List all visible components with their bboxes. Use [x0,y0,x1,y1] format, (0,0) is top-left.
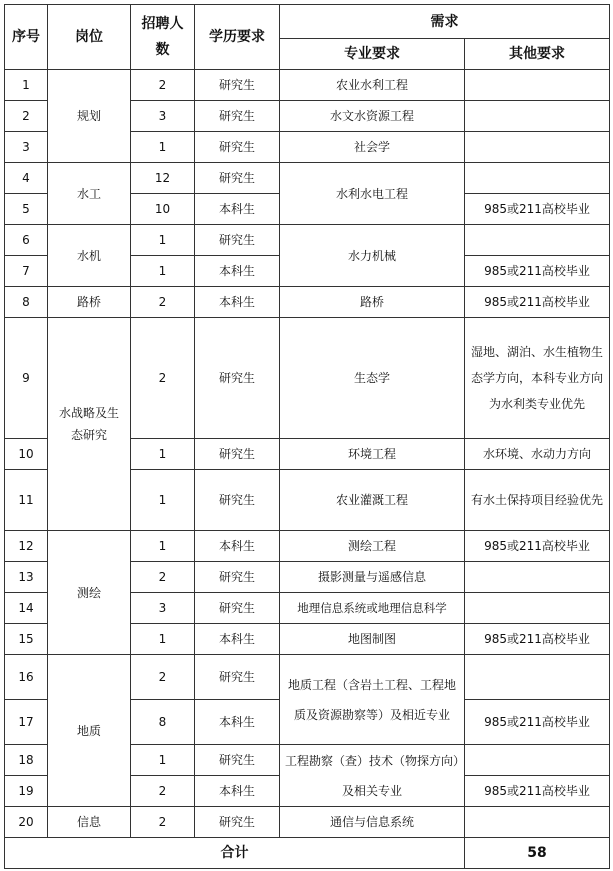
seq-cell: 8 [5,287,48,318]
count-cell: 1 [131,256,195,287]
seq-cell: 6 [5,225,48,256]
major-cell: 测绘工程 [280,531,465,562]
count-cell: 1 [131,439,195,470]
count-cell: 2 [131,776,195,807]
recruitment-table [4,4,610,869]
table-row [5,531,610,562]
other-cell: 水环境、水动力方向 [465,439,610,470]
edu-cell: 研究生 [195,439,280,470]
total-label: 合计 [5,838,465,869]
other-cell [465,593,610,624]
post-cell-road-bridge: 路桥 [48,287,131,318]
major-cell: 生态学 [280,318,465,439]
count-cell: 2 [131,562,195,593]
other-cell: 有水土保持项目经验优先 [465,470,610,531]
post-cell-strategy-ecology: 水战略及生态研究 [48,318,131,531]
count-cell: 1 [131,531,195,562]
other-cell: 985或211高校毕业 [465,287,610,318]
major-cell: 水文水资源工程 [280,101,465,132]
major-cell: 地质工程（含岩土工程、工程地质及资源勘察等）及相近专业 [280,655,465,745]
edu-cell: 本科生 [195,776,280,807]
header-major: 专业要求 [280,39,465,70]
seq-cell: 12 [5,531,48,562]
count-cell: 2 [131,318,195,439]
major-cell: 工程勘察（查）技术（物探方向）及相关专业 [280,745,465,807]
post-cell-planning: 规划 [48,70,131,163]
seq-cell: 1 [5,70,48,101]
edu-cell: 研究生 [195,593,280,624]
table-row [5,287,610,318]
header-post: 岗位 [48,5,131,70]
table-row [5,807,610,838]
major-cell: 环境工程 [280,439,465,470]
edu-cell: 研究生 [195,163,280,194]
count-cell: 2 [131,807,195,838]
count-cell: 2 [131,655,195,700]
count-cell: 12 [131,163,195,194]
edu-cell: 研究生 [195,562,280,593]
seq-cell: 13 [5,562,48,593]
seq-cell: 5 [5,194,48,225]
table-row [5,318,610,439]
major-cell: 水力机械 [280,225,465,287]
seq-cell: 3 [5,132,48,163]
major-cell: 地图制图 [280,624,465,655]
major-cell: 通信与信息系统 [280,807,465,838]
edu-cell: 本科生 [195,531,280,562]
seq-cell: 4 [5,163,48,194]
count-cell: 8 [131,700,195,745]
seq-cell: 18 [5,745,48,776]
edu-cell: 本科生 [195,700,280,745]
edu-cell: 研究生 [195,318,280,439]
seq-cell: 15 [5,624,48,655]
other-cell [465,807,610,838]
count-cell: 1 [131,624,195,655]
seq-cell: 16 [5,655,48,700]
count-cell: 2 [131,287,195,318]
header-seq: 序号 [5,5,48,70]
edu-cell: 本科生 [195,287,280,318]
seq-cell: 2 [5,101,48,132]
seq-cell: 7 [5,256,48,287]
major-cell: 摄影测量与遥感信息 [280,562,465,593]
other-cell: 985或211高校毕业 [465,194,610,225]
seq-cell: 10 [5,439,48,470]
seq-cell: 20 [5,807,48,838]
count-cell: 1 [131,132,195,163]
other-cell [465,225,610,256]
edu-cell: 本科生 [195,256,280,287]
table-row [5,655,610,700]
edu-cell: 研究生 [195,132,280,163]
count-cell: 2 [131,70,195,101]
other-cell: 985或211高校毕业 [465,531,610,562]
other-cell [465,562,610,593]
post-cell-geology: 地质 [48,655,131,807]
table-row [5,70,610,101]
total-value: 58 [465,838,610,869]
major-cell: 水利水电工程 [280,163,465,225]
header-other: 其他要求 [465,39,610,70]
edu-cell: 研究生 [195,470,280,531]
other-cell [465,101,610,132]
other-cell [465,132,610,163]
other-cell [465,745,610,776]
edu-cell: 本科生 [195,624,280,655]
total-row [5,838,610,869]
edu-cell: 研究生 [195,745,280,776]
header-count: 招聘人数 [131,5,195,70]
edu-cell: 研究生 [195,70,280,101]
seq-cell: 19 [5,776,48,807]
other-cell: 985或211高校毕业 [465,624,610,655]
table-row [5,225,610,256]
other-cell: 985或211高校毕业 [465,700,610,745]
major-cell: 社会学 [280,132,465,163]
major-cell: 农业水利工程 [280,70,465,101]
edu-cell: 本科生 [195,194,280,225]
count-cell: 1 [131,225,195,256]
seq-cell: 17 [5,700,48,745]
count-cell: 1 [131,745,195,776]
other-cell: 985或211高校毕业 [465,776,610,807]
seq-cell: 9 [5,318,48,439]
post-cell-hydraulic: 水工 [48,163,131,225]
post-cell-surveying: 测绘 [48,531,131,655]
other-cell [465,655,610,700]
other-cell [465,70,610,101]
seq-cell: 11 [5,470,48,531]
other-cell: 湿地、湖泊、水生植物生态学方向，本科专业方向为水利类专业优先 [465,318,610,439]
edu-cell: 研究生 [195,807,280,838]
count-cell: 10 [131,194,195,225]
count-cell: 1 [131,470,195,531]
edu-cell: 研究生 [195,225,280,256]
header-demand: 需求 [280,5,610,39]
major-cell: 路桥 [280,287,465,318]
edu-cell: 研究生 [195,655,280,700]
seq-cell: 14 [5,593,48,624]
post-cell-machinery: 水机 [48,225,131,287]
other-cell: 985或211高校毕业 [465,256,610,287]
edu-cell: 研究生 [195,101,280,132]
count-cell: 3 [131,593,195,624]
other-cell [465,163,610,194]
table-row [5,163,610,194]
count-cell: 3 [131,101,195,132]
post-cell-information: 信息 [48,807,131,838]
header-edu: 学历要求 [195,5,280,70]
major-cell: 农业灌溉工程 [280,470,465,531]
major-cell: 地理信息系统或地理信息科学 [280,593,465,624]
